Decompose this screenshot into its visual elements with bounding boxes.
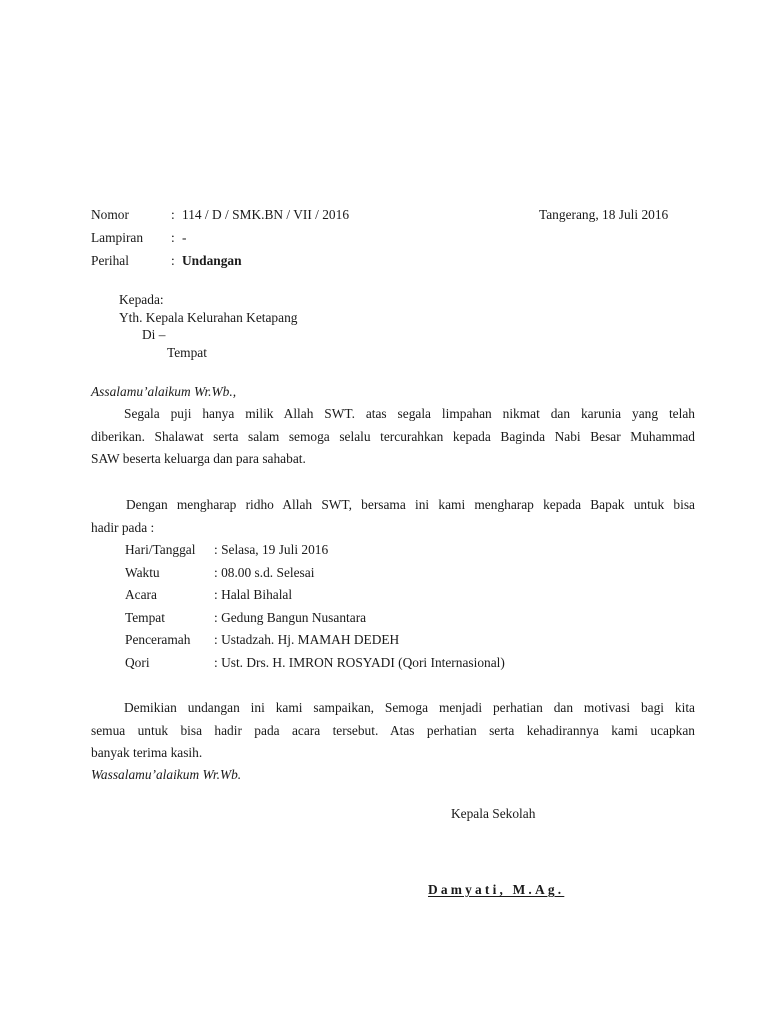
- paragraph-line: Demikian undangan ini kami sampaikan, Semoga menjadi perhatian dan motivasi bagi kita: [124, 700, 695, 715]
- detail-value-speaker: : Ustadzah. Hj. MAMAH DEDEH: [214, 632, 400, 647]
- detail-label-speaker: Penceramah: [125, 632, 191, 647]
- detail-value-place: : Gedung Bangun Nusantara: [214, 610, 367, 625]
- perihal-value: Undangan: [182, 253, 242, 268]
- lampiran-label: Lampiran: [91, 230, 144, 245]
- detail-value-event: : Halal Bihalal: [214, 587, 293, 602]
- paragraph-line: hadir pada :: [91, 519, 155, 535]
- perihal-label: Perihal: [91, 253, 129, 268]
- detail-label-date: Hari/Tanggal: [125, 542, 196, 557]
- signature-name: Damyati, M.Ag.: [428, 882, 565, 897]
- detail-label-place: Tempat: [125, 610, 165, 625]
- recipient-tempat: Tempat: [167, 345, 207, 360]
- lampiran-value: -: [182, 230, 187, 245]
- nomor-label: Nomor: [91, 207, 129, 222]
- detail-value-qori: : Ust. Drs. H. IMRON ROSYADI (Qori Internasional): [214, 655, 505, 670]
- recipient-di: Di –: [142, 327, 166, 342]
- detail-label-event: Acara: [125, 587, 157, 602]
- opening-greeting: Assalamu’alaikum Wr.Wb.,: [91, 384, 237, 399]
- perihal-colon: :: [171, 253, 175, 268]
- paragraph-closing: [91, 697, 695, 765]
- paragraph-line: Segala puji hanya milik Allah SWT. atas segala limpahan nikmat dan karunia yang telah: [124, 406, 695, 421]
- lampiran-colon: :: [171, 230, 175, 245]
- signature-title: Kepala Sekolah: [451, 806, 536, 821]
- detail-label-time: Waktu: [125, 565, 160, 580]
- paragraph-line: diberikan. Shalawat serta salam semoga selalu tercurahkan kepada Baginda Nabi Besar Muhammad: [91, 428, 695, 444]
- detail-label-qori: Qori: [125, 655, 150, 670]
- paragraph-line: banyak terima kasih.: [91, 745, 203, 760]
- recipient-kepada: Kepada:: [119, 292, 164, 307]
- detail-value-date: : Selasa, 19 Juli 2016: [214, 542, 329, 557]
- detail-value-time: : 08.00 s.d. Selesai: [214, 565, 315, 580]
- closing-greeting: Wassalamu’alaikum Wr.Wb.: [91, 767, 242, 782]
- paragraph-intro: [91, 403, 695, 471]
- nomor-colon: :: [171, 207, 175, 222]
- paragraph-invitation: [91, 494, 695, 539]
- nomor-value: 114 / D / SMK.BN / VII / 2016: [182, 207, 350, 222]
- place-date: Tangerang, 18 Juli 2016: [539, 207, 669, 222]
- recipient-yth: Yth. Kepala Kelurahan Ketapang: [119, 310, 298, 325]
- paragraph-line: Dengan mengharap ridho Allah SWT, bersama ini kami mengharap kepada Bapak untuk bisa: [126, 497, 695, 512]
- paragraph-line: semua untuk bisa hadir pada acara tersebut. Atas perhatian serta kehadirannya kami ucapkan: [91, 722, 695, 738]
- paragraph-line: SAW beserta keluarga dan para sahabat.: [91, 451, 306, 466]
